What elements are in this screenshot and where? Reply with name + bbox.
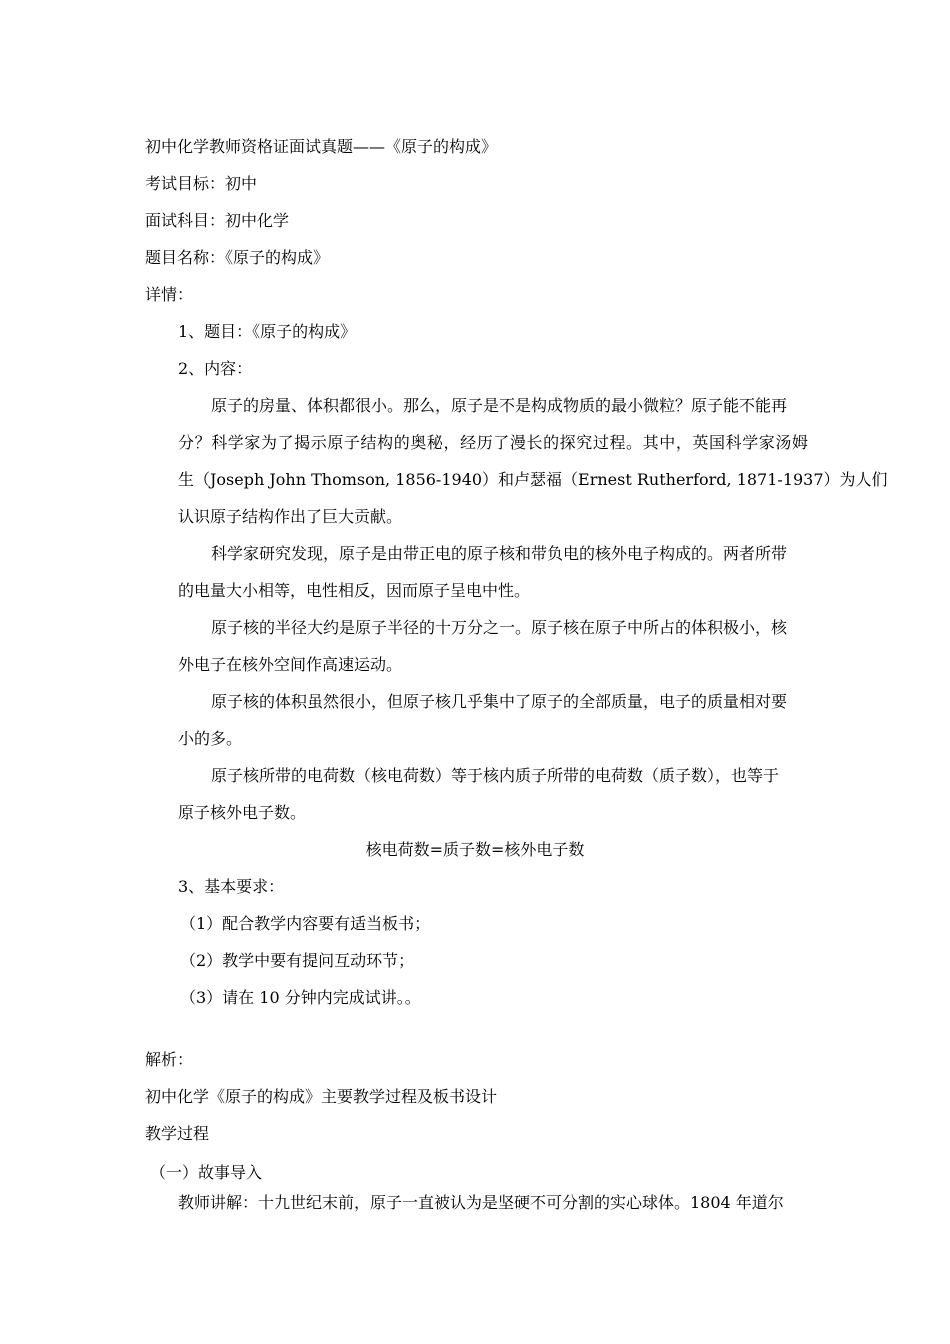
item-1-topic: 1、题目：《原子的构成》 bbox=[178, 322, 357, 341]
para5-line: 原子核所带的电荷数（核电荷数）等于核内质子所带的电荷数（质子数），也等于 bbox=[211, 766, 780, 785]
para1-line: 生（Joseph John Thomson, 1856-1940）和卢瑟福（Ernest Rutherford, 1871-1937）为人们 bbox=[178, 470, 888, 489]
para2-line: 科学家研究发现，原子是由带正电的原子核和带负电的核外电子构成的。两者所带 bbox=[211, 544, 788, 563]
topic-name: 题目名称：《原子的构成》 bbox=[145, 248, 330, 267]
para5-line: 原子核外电子数。 bbox=[178, 803, 307, 822]
para1-line: 原子的房量、体积都很小。那么，原子是不是构成物质的最小微粒？原子能不能再 bbox=[211, 396, 788, 415]
para1-line: 分？科学家为了揭示原子结构的奥秘，经历了漫长的探究过程。其中，英国科学家汤姆 bbox=[178, 433, 808, 452]
para4-line: 小的多。 bbox=[178, 729, 243, 748]
teacher-explanation: 教师讲解：十九世纪末前，原子一直被认为是坚硬不可分割的实心球体。1804 年道尔 bbox=[178, 1193, 784, 1212]
interview-subject: 面试科目：初中化学 bbox=[145, 211, 290, 230]
analysis-label: 解析： bbox=[145, 1050, 194, 1069]
doc-title: 初中化学教师资格证面试真题——《原子的构成》 bbox=[145, 137, 498, 156]
para2-line: 的电量大小相等，电性相反，因而原子呈电中性。 bbox=[178, 581, 531, 600]
requirement-1: （1）配合教学内容要有适当板书； bbox=[180, 914, 431, 933]
analysis-title: 初中化学《原子的构成》主要教学过程及板书设计 bbox=[145, 1087, 498, 1106]
item-3-requirements: 3、基本要求： bbox=[178, 877, 285, 896]
item-2-content: 2、内容： bbox=[178, 359, 253, 378]
para4-line: 原子核的体积虽然很小，但原子核几乎集中了原子的全部质量，电子的质量相对要 bbox=[211, 692, 788, 711]
requirement-3: （3）请在 10 分钟内完成试讲。。 bbox=[180, 988, 421, 1007]
para3-line: 原子核的半径大约是原子半径的十万分之一。原子核在原子中所占的体积极小，核 bbox=[211, 618, 788, 637]
exam-target: 考试目标：初中 bbox=[145, 174, 258, 193]
teaching-process-label: 教学过程 bbox=[145, 1124, 210, 1143]
section-story-intro: （一）故事导入 bbox=[150, 1163, 263, 1182]
para3-line: 外电子在核外空间作高速运动。 bbox=[178, 655, 403, 674]
requirement-2: （2）教学中要有提问互动环节； bbox=[180, 951, 415, 970]
para1-line: 认识原子结构作出了巨大贡献。 bbox=[178, 507, 403, 526]
charge-formula: 核电荷数=质子数=核外电子数 bbox=[365, 840, 585, 859]
details-label: 详情： bbox=[145, 285, 194, 304]
